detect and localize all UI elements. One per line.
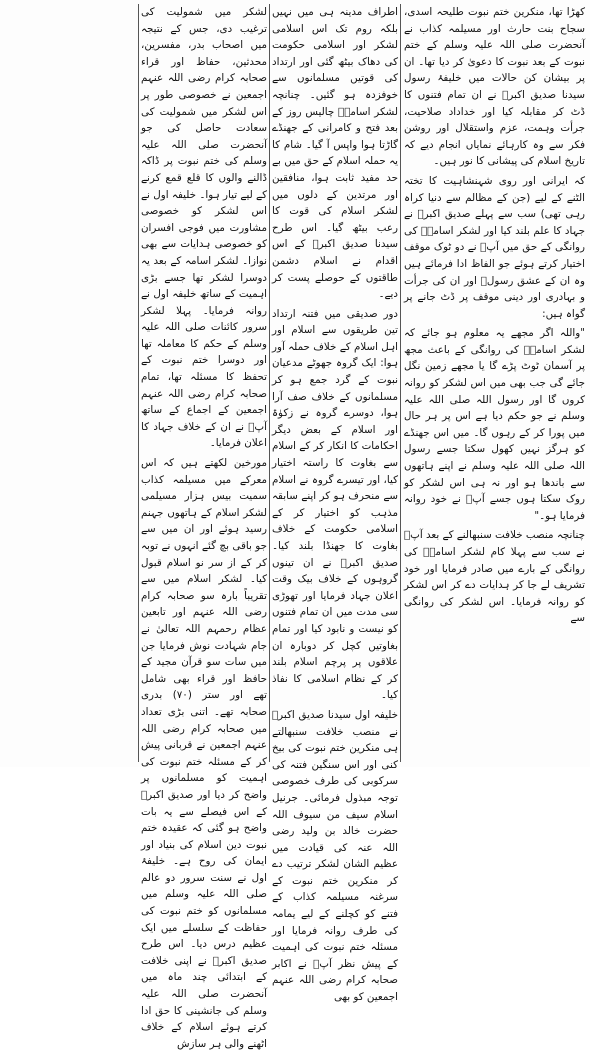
paragraph: دور صدیقی میں فتنہ ارتداد تین طریقوں سے اسلام اور اہل اسلام کے خلاف حملہ آور ہوا: ایک گروہ جھوٹے مدعیان نبوت کے گرد جمع ہو کر مسلمانوں کے خلاف صف آرا ہوا، دوسرے گروہ نے زکوٰۃ اور اسلام کے بعض دیگر احکامات کا انکار کر کے اسلام سے بغاوت کا راستہ اختیار کیا، اور تیسرے گروہ نے اسلام سے منحرف ہو کر اپنے سابقہ مذہب کو اختیار کر کے اسلامی حکومت کے خلاف بغاوت کا جھنڈا بلند کیا۔ صدیق اکبرؓ نے ان تینوں گروہوں کے خلاف بیک وقت اعلان جہاد فرمایا اور تھوڑی سی مدت میں ان تمام فتنوں کو نیست و نابود کیا اور تمام بغاوتیں کچل کر دوبارہ ان علاقوں پر پرچم اسلام بلند کر کے نظام اسلامی کا نفاذ کیا۔ [272,307,398,702]
paragraph: اطراف مدینہ ہی میں نہیں بلکہ روم تک اس اسلامی لشکر اور اسلامی حکومت کی دھاک بیٹھ گئی اور ارتداد کی قوتیں مسلمانوں سے خوفزدہ ہو گئیں۔ چنانچہ لشکر اسامہؓ چالیس روز کے بعد فتح و کامرانی کے جھنڈے گاڑتا ہوا واپس آ گیا۔ شام کا یہ حملہ اسلام کے حق میں بے حد مفید ثابت ہوا، منافقین اور مرتدین کے دلوں میں لشکر اسلام کی قوت کا رعب بیٹھ گیا۔ اس طرح سیدنا صدیق اکبرؓ کے اس اقدام نے اسلام دشمن طاقتوں کے حوصلے پست کر دیے۔ [272,6,398,301]
quote-paragraph: "واللہ اگر مجھے یہ معلوم ہو جائے کہ لشکر اسامہؓ کی روانگی کے باعث مجھ پر آسمان ٹوٹ پڑے گا یا مجھے زمین نگل جائے گی جب بھی میں اس لشکر کو روانہ کروں گا اور رسول اللہ صلی اللہ علیہ وسلم نے جو حکم دیا ہے اس پر ہر حال میں پورا کر کے رہوں گا۔ میں اس جھنڈے کو ہرگز نہیں کھول سکتا جسے رسول اللہ صلی اللہ علیہ وسلم نے اپنے ہاتھوں سے باندھا ہو اور نہ ہی اس لشکر کو روک سکتا ہوں جسے آپؐ نے خود روانہ فرمایا ہو۔" [404,327,585,522]
paragraph: چنانچہ منصب خلافت سنبھالنے کے بعد آپؓ نے سب سے پہلا کام لشکر اسامہؓ کی روانگی کے بارے میں صادر فرمایا اور خود تشریف لے جا کر ہدایات دے کر اس لشکر کو روانہ فرمایا۔ اس لشکر کی روانگی سے [404,529,585,625]
column-divider [269,4,270,762]
article-column-right [404,4,585,762]
article-column-center-left [141,4,267,1050]
article-column-center-right [272,4,398,1004]
paragraph: لشکر میں شمولیت کی ترغیب دی، جس کے نتیجہ میں اصحاب بدر، مفسرین، محدثین، حفاظ اور قراء صحابہ کرام رضی اللہ عنہم اجمعین نے خصوصی طور پر اس لشکر میں شمولیت کی سعادت حاصل کی جو آنحضرت صلی اللہ علیہ وسلم کی ختم نبوت پر ڈاکہ ڈالنے والوں کا قلع قمع کرنے کے لیے تیار ہوا۔ خلیفہ اول نے اس لشکر کو خصوصی مشاورت میں فوجی افسران کو خصوصی ہدایات سے بھی نوازا۔ لشکر اسامہ کے بعد یہ دوسرا لشکر تھا جسے بڑی اہمیت کے ساتھ خلیفہ اول نے روانہ فرمایا۔ پہلا لشکر سرور کائنات صلی اللہ علیہ وسلم کے حکم کا معاملہ تھا اور دوسرا ختم نبوت کے تحفظ کا مسئلہ تھا، تمام صحابہ کرام رضی اللہ عنہم اجمعین کے اجماع کے ساتھ آپؓ نے ان کے خلاف جہاد کا اعلان فرمایا۔ [141,6,267,450]
paragraph: کھڑا تھا، منکرین ختم نبوت طلیحہ اسدی، سجاح بنت حارث اور مسیلمہ کذاب نے آنحضرت صلی اللہ علیہ وسلم کے ختم نبوت کے بعد نبوت کا دعویٰ کر دیا تھا۔ ان پر بیشان کن حالات میں خلیفۂ رسول سیدنا صدیق اکبرؓ نے ان تمام فتنوں کا ڈٹ کر مقابلہ کیا اور خداداد صلاحیت، جرأت وہمت، عزم واستقلال اور روشن فکر سے وہ کارہائے نمایاں انجام دیے کہ تاریخ اسلام کی پیشانی کا نور ہیں۔ [404,6,585,168]
column-divider [138,4,139,762]
paragraph: مورخین لکھتے ہیں کہ اس معرکے میں مسیلمہ کذاب سمیت بیس ہزار مسیلمی لشکر اسلام کے ہاتھوں جہنم رسید ہوئے اور ان میں سے جو باقی بچ گئے انہوں نے توبہ کر کے از سر نو اسلام قبول کیا۔ لشکر اسلام میں سے تقریباً بارہ سو صحابہ کرام رضی اللہ عنہم اور تابعین عظام رحمہم اللہ تعالیٰ نے جام شہادت نوش فرمایا جن میں سات سو قرآن مجید کے حافظ اور قراء بھی شامل تھے اور ستر (۷۰) بدری صحابہ تھے۔ اتنی بڑی تعداد میں صحابہ کرام رضی اللہ عنہم اجمعین نے قربانی پیش کر کے مسئلہ ختم نبوت کی اہمیت کو مسلمانوں پر واضح کر دیا اور صدیق اکبرؓ کے اس فیصلے سے یہ بات واضح ہو گئی کہ عقیدہ ختم نبوت دین اسلام کی بنیاد اور ایمان کی روح ہے۔ خلیفۂ اول نے سنت سرور دو عالم صلی اللہ علیہ وسلم میں مسلمانوں کو ختم نبوت کی حفاظت کے سلسلے میں ایک عظیم درس دیا۔ اس طرح صدیق اکبرؓ نے اپنی خلافت کے ابتدائی چند ماہ میں آنحضرت صلی اللہ علیہ وسلم کی جانشینی کا حق ادا کرتے ہوئے اسلام کے خلاف اٹھنے والی ہر سازش [141,457,267,1050]
paragraph: خلیفہ اول سیدنا صدیق اکبرؓ نے منصب خلافت سنبھالتے ہی منکرین ختم نبوت کی بیخ کنی اور اس سنگین فتنہ کی سرکوبی کی طرف خصوصی توجہ مبذول فرمائی۔ جرنیل اسلام سیف من سیوف اللہ حضرت خالد بن ولید رضی اللہ عنہ کی قیادت میں عظیم الشان لشکر ترتیب دے کر منکرین ختم نبوت کے سرغنہ مسیلمہ کذاب کے فتنے کو کچلنے کے لیے یمامہ کی طرف روانہ فرمایا اور مسئلہ ختم نبوت کی اہمیت کے پیش نظر آپؓ نے اکابر صحابہ کرام رضی اللہ عنہم اجمعین کو بھی [272,708,398,1004]
article-column-left [5,4,136,762]
paragraph: کہ ایرانی اور روی شہنشاہیت کا تختہ الٹنے کے لیے (جن کے مظالم سے دنیا کراہ رہی تھی) سب سے پہلے صدیق اکبرؓ نے جہاد کا علم بلند کیا اور لشکر اسامہؓ کی روانگی کے حق میں آپؓ نے دو ٹوک موقف اختیار کرتے ہوئے جو الفاظ ادا فرمائے ہیں وہ ان کے عشق رسولؐ اور ان کی جرأت و بہادری اور دینی موقف پر ڈٹ جانے پر گواہ ہیں: [404,174,585,320]
column-divider [400,4,401,762]
